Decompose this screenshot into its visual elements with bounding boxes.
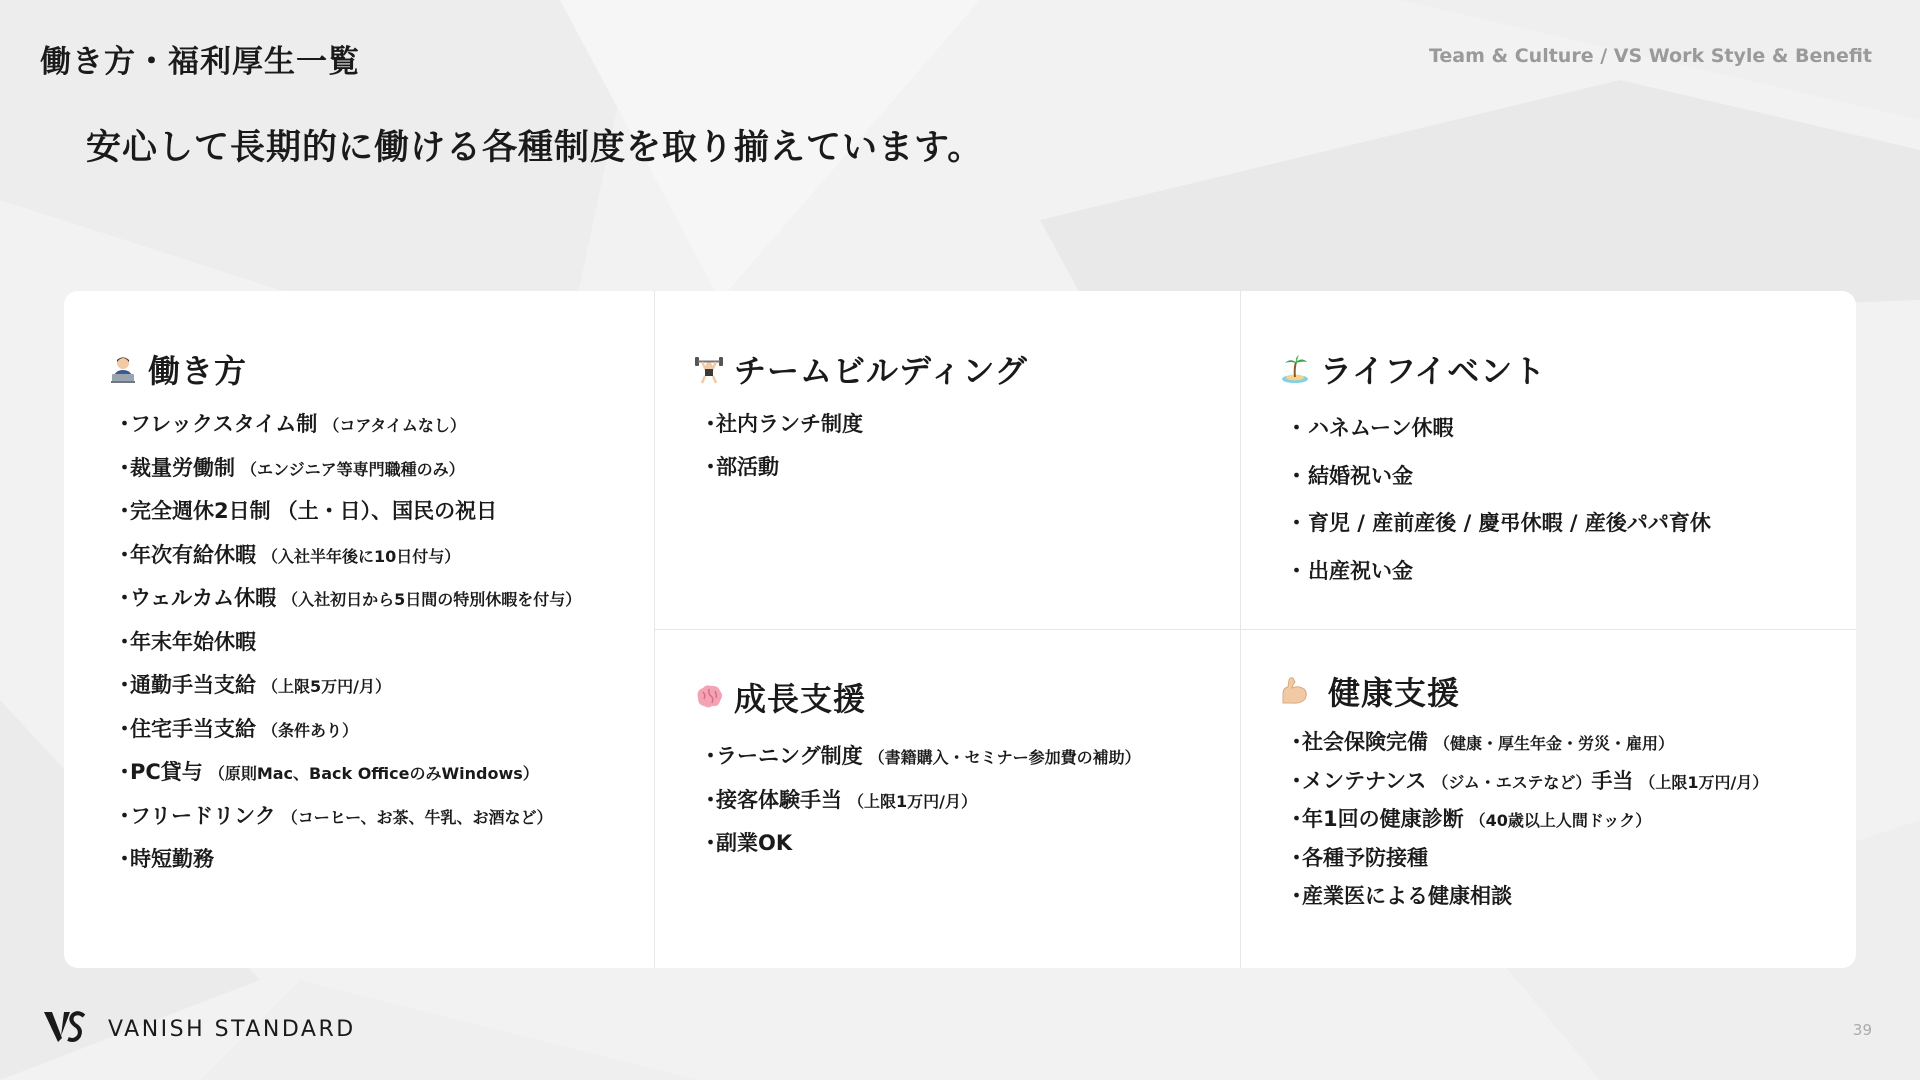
page-number: 39 xyxy=(1852,1021,1872,1039)
benefit-list xyxy=(114,403,581,882)
panel-header xyxy=(108,347,581,391)
list-item: ・産業医による健康相談 xyxy=(1286,884,1512,908)
list-item: ・時短勤務 xyxy=(114,847,214,871)
list-item: ・ラーニング制度 （書籍購入・セミナー参加費の補助） xyxy=(700,744,1141,768)
headline: 安心して長期的に働ける各種制度を取り揃えています。 xyxy=(86,128,984,168)
brain-icon xyxy=(694,682,724,712)
panel-title: 働き方 xyxy=(148,352,248,390)
list-item: ・出産祝い金 xyxy=(1286,558,1413,583)
list-item: ・フレックスタイム制 （コアタイムなし） xyxy=(114,412,466,436)
list-item: ・PC貸与 （原則Mac、Back OfficeのみWindows） xyxy=(114,760,539,784)
weightlifter-icon xyxy=(694,354,724,384)
list-item: ・社会保険完備 （健康・厚生年金・労災・雇用） xyxy=(1286,730,1675,754)
panel-work-style xyxy=(108,347,581,882)
panel-header xyxy=(1280,347,1711,391)
list-item: ・接客体験手当 （上限1万円/月） xyxy=(700,787,977,812)
panel-growth-support xyxy=(694,675,1141,866)
list-item: ・住宅手当支給 （条件あり） xyxy=(114,716,359,741)
desert-island-icon xyxy=(1280,354,1310,384)
panel-team-building xyxy=(694,347,1028,489)
list-item: ・年末年始休暇 xyxy=(114,629,256,654)
benefit-list xyxy=(700,403,1028,489)
panel-title: 成長支援 xyxy=(734,680,867,718)
panel-health-support xyxy=(1280,669,1768,916)
benefit-list xyxy=(1286,405,1711,595)
list-item: ・ウェルカム休暇 （入社初日から5日間の特別休暇を付与） xyxy=(114,586,582,610)
vanish-standard-logo-icon xyxy=(42,1008,88,1050)
footer-logo xyxy=(42,1008,356,1050)
list-item: ・完全週休2日制 （土・日）、国民の祝日 xyxy=(114,499,498,523)
list-item: ・社内ランチ制度 xyxy=(700,412,863,436)
list-item: ・年次有給休暇 （入社半年後に10日付与） xyxy=(114,542,461,567)
panel-title: ライフイベント xyxy=(1320,352,1547,390)
panel-header xyxy=(694,347,1028,391)
row-divider xyxy=(654,629,1856,630)
benefits-card xyxy=(64,291,1856,968)
list-item: ・各種予防接種 xyxy=(1286,845,1428,870)
panel-life-event xyxy=(1280,347,1711,595)
list-item: ・メンテナンス （ジム・エステなど）手当 （上限1万円/月） xyxy=(1286,768,1769,793)
panel-header xyxy=(694,675,1141,719)
list-item: ・育児 / 産前産後 / 慶弔休暇 / 産後パパ育休 xyxy=(1286,511,1711,535)
list-item: ・年1回の健康診断 （40歳以上人間ドック） xyxy=(1286,807,1652,831)
person-at-laptop-icon xyxy=(108,354,138,384)
list-item: ・裁量労働制 （エンジニア等専門職種のみ） xyxy=(114,455,465,480)
list-item: ・結婚祝い金 xyxy=(1286,463,1413,488)
footer-brand: VANISH STANDARD xyxy=(108,1016,356,1042)
panel-title: 健康支援 xyxy=(1328,674,1461,712)
list-item: ・フリードリンク （コーヒー、お茶、牛乳、お酒など） xyxy=(114,803,553,828)
section-path: Team & Culture / VS Work Style & Benefit xyxy=(1428,45,1872,67)
list-item: ・ハネムーン休暇 xyxy=(1286,416,1454,440)
page-title: 働き方・福利厚生一覧 xyxy=(40,44,360,80)
list-item: ・副業OK xyxy=(700,831,793,855)
list-item: ・部活動 xyxy=(700,455,779,479)
list-item: ・通勤手当支給 （上限5万円/月） xyxy=(114,673,391,697)
flexed-biceps-icon xyxy=(1280,676,1310,706)
panel-title: チームビルディング xyxy=(734,352,1028,390)
benefit-list xyxy=(1286,723,1768,916)
panel-header xyxy=(1280,669,1768,713)
benefit-list xyxy=(700,735,1141,866)
